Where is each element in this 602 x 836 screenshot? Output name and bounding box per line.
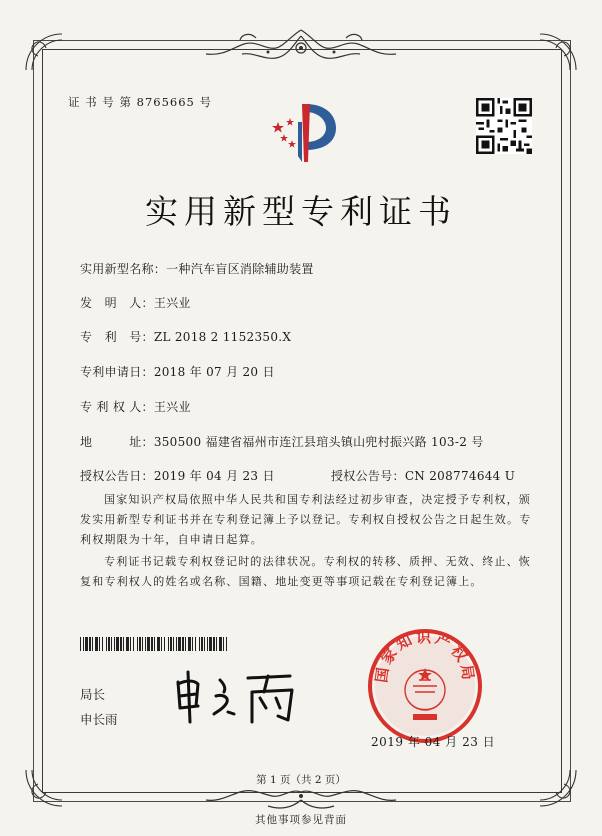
barcode-bar xyxy=(223,637,224,651)
corner-ornament-bottom-right xyxy=(534,764,580,810)
field-value: 一种汽车盲区消除辅助装置 xyxy=(166,262,314,276)
barcode-bar xyxy=(83,637,84,651)
barcode-bar xyxy=(219,637,222,651)
grant-statement-text: 国家知识产权局依照中华人民共和国专利法经过初步审查，决定授予专利权，颁发实用新型专利证书并在专利登记簿上予以登记。专利权自授权公告之日起生效。专利权期限为十年，自申请日起算。 xyxy=(80,493,532,546)
cnipa-logo xyxy=(262,96,342,168)
barcode-bar xyxy=(204,637,205,651)
barcode-bar xyxy=(137,637,138,651)
field-value: 2018 年 07 月 20 日 xyxy=(153,365,275,379)
legal-status-statement xyxy=(80,552,532,592)
barcode-bar xyxy=(185,637,186,651)
director-title: 局长 xyxy=(80,687,106,702)
barcode-bar xyxy=(85,637,88,651)
director-signature xyxy=(168,668,308,728)
field-grant-number xyxy=(331,467,515,484)
barcode-bar xyxy=(102,637,103,651)
barcode-bar xyxy=(226,637,227,651)
official-seal xyxy=(365,626,485,746)
barcode-bar xyxy=(89,637,91,651)
barcode-bar xyxy=(142,637,143,651)
field-value: CN 208774644 U xyxy=(404,469,516,483)
barcode-bar xyxy=(192,637,193,651)
field-value: 王兴业 xyxy=(153,400,191,414)
barcode-bar xyxy=(139,637,141,651)
field-label: 专 利 号： xyxy=(80,330,154,344)
barcode-bar xyxy=(199,637,200,651)
field-label: 专 利 权 人： xyxy=(80,400,154,414)
barcode-bar xyxy=(164,637,165,651)
barcode-bar xyxy=(157,637,160,651)
footer-note: 其他事项参见背面 xyxy=(255,814,347,826)
field-label: 专利申请日： xyxy=(80,365,154,379)
barcode-bar xyxy=(173,637,174,651)
barcode-bar xyxy=(182,637,184,651)
field-value: 2019 年 04 月 23 日 xyxy=(153,469,275,483)
barcode-bar xyxy=(168,637,169,651)
barcode-bar xyxy=(188,637,191,651)
field-label: 实用新型名称： xyxy=(80,262,167,276)
barcode-bar xyxy=(108,637,110,651)
field-grant-date xyxy=(80,467,275,484)
barcode xyxy=(80,637,230,651)
field-label: 授权公告号： xyxy=(331,469,405,483)
corner-ornament-bottom-left xyxy=(22,764,68,810)
barcode-bar xyxy=(130,637,131,651)
field-patentee xyxy=(80,398,191,415)
barcode-bar xyxy=(213,637,215,651)
barcode-bar xyxy=(178,637,181,651)
barcode-bar xyxy=(126,637,129,651)
certificate-number-label: 证 书 号 第 xyxy=(68,95,132,109)
barcode-bar xyxy=(95,637,98,651)
grant-statement xyxy=(80,490,532,550)
barcode-bar xyxy=(116,637,119,651)
barcode-bar xyxy=(80,637,81,651)
field-value: ZL 2018 2 1152350.X xyxy=(153,330,292,344)
barcode-bar xyxy=(133,637,134,651)
legal-status-text: 专利证书记载专利权登记时的法律状况。专利权的转移、质押、无效、终止、恢复和专利权人的姓名或名称、国籍、地址变更等事项记载在专利登记簿上。 xyxy=(80,555,531,588)
barcode-bar xyxy=(111,637,112,651)
barcode-bar xyxy=(106,637,107,651)
barcode-bar xyxy=(201,637,203,651)
qr-code xyxy=(476,98,532,154)
page-number: 第 1 页（共 2 页） xyxy=(256,774,346,786)
barcode-bar xyxy=(216,637,217,651)
certificate-number xyxy=(68,94,212,110)
field-application-date xyxy=(80,363,275,380)
field-utility-model-name xyxy=(80,260,314,277)
barcode-bar xyxy=(123,637,124,651)
barcode-bar xyxy=(176,637,177,651)
barcode-bar xyxy=(147,637,150,651)
field-value: 王兴业 xyxy=(153,296,191,310)
corner-ornament-top-right xyxy=(534,30,580,76)
field-value: 350500 福建省福州市连江县琯头镇山兜村振兴路 103-2 号 xyxy=(153,435,484,449)
director-name: 申长雨 xyxy=(80,712,118,727)
barcode-bar xyxy=(195,637,196,651)
field-label: 地 址： xyxy=(80,435,154,449)
certificate-number-value: 8765665 xyxy=(136,95,195,109)
barcode-bar xyxy=(120,637,122,651)
field-label: 发 明 人： xyxy=(80,296,154,310)
barcode-bar xyxy=(207,637,208,651)
barcode-bar xyxy=(209,637,212,651)
field-patent-number xyxy=(80,328,291,345)
barcode-bar xyxy=(154,637,155,651)
barcode-bar xyxy=(170,637,172,651)
barcode-bar xyxy=(114,637,115,651)
certificate-number-suffix: 号 xyxy=(199,95,212,109)
top-ornament xyxy=(196,26,406,66)
issue-date: 2019 年 04 月 23 日 xyxy=(371,735,496,749)
field-address xyxy=(80,433,484,450)
barcode-bar xyxy=(99,637,100,651)
certificate-title: 实用新型专利证书 xyxy=(145,192,457,231)
seal-text: 国家知识产权局 xyxy=(372,627,478,684)
field-label: 授权公告日： xyxy=(80,469,154,483)
corner-ornament-top-left xyxy=(22,30,68,76)
field-inventor xyxy=(80,294,191,311)
barcode-bar xyxy=(145,637,146,651)
barcode-bar xyxy=(161,637,162,651)
barcode-bar xyxy=(92,637,93,651)
barcode-bar xyxy=(151,637,153,651)
